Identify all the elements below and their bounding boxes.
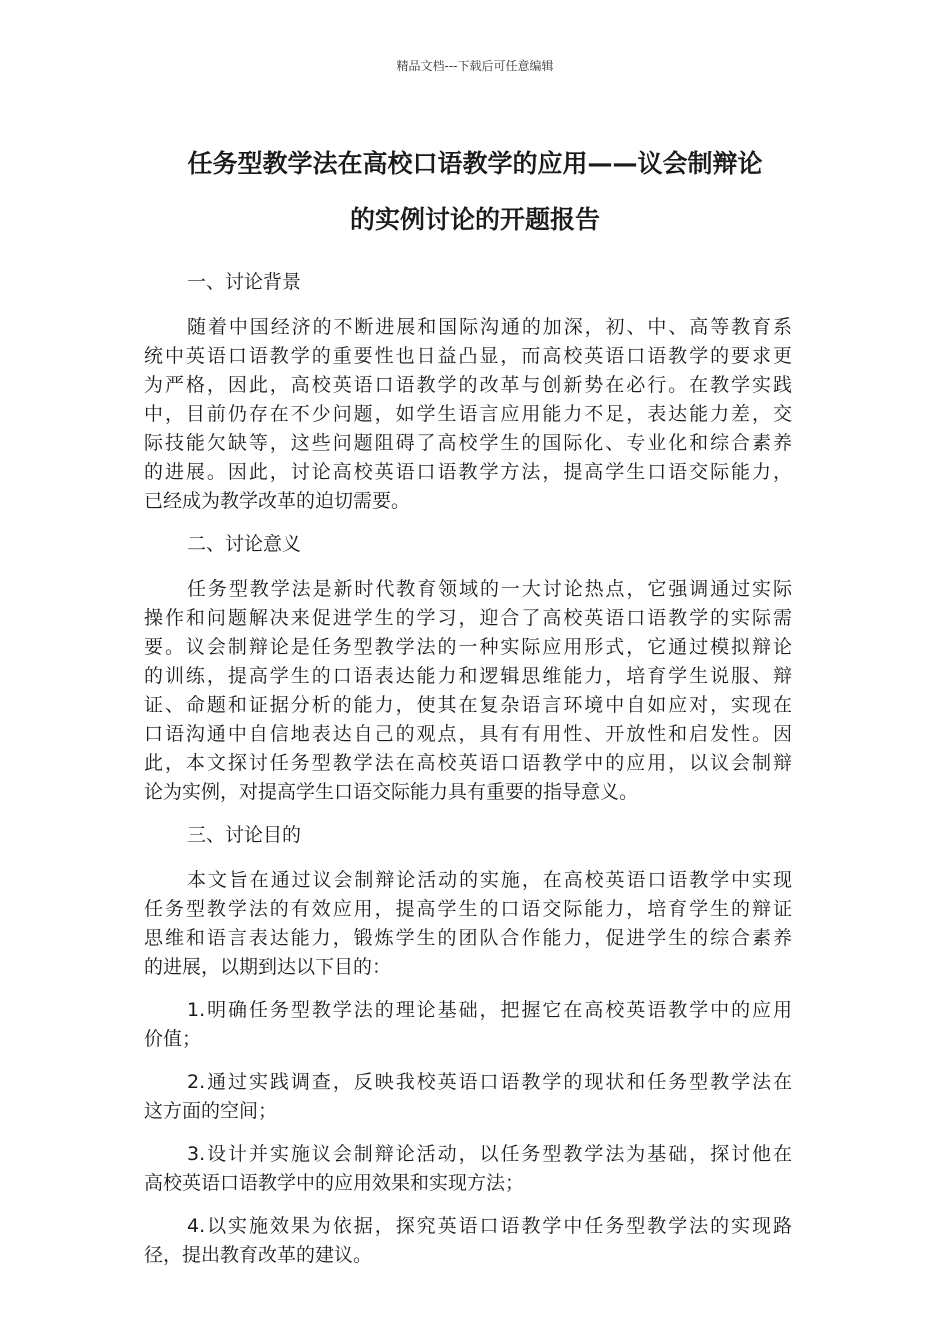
section-heading-significance: 二、讨论意义 bbox=[187, 533, 302, 555]
goal-item-1 bbox=[144, 996, 792, 1054]
paragraph-background bbox=[144, 313, 792, 516]
paragraph-line: 口语沟通中自信地表达自己的观点，具有有用性、开放性和启发性。因 bbox=[144, 723, 792, 745]
paragraph-line: 此，本文探讨任务型教学法在高校英语口语教学中的应用，以议会制辩 bbox=[144, 752, 792, 774]
goal-line: 3.设计并实施议会制辩论活动，以任务型教学法为基础，探讨他在 bbox=[187, 1143, 792, 1165]
section-heading-purpose: 三、讨论目的 bbox=[187, 824, 302, 846]
paragraph-line: 论为实例，对提高学生口语交际能力具有重要的指导意义。 bbox=[144, 781, 639, 803]
goal-line: 价值； bbox=[144, 1028, 202, 1050]
paragraph-line: 随着中国经济的不断进展和国际沟通的加深，初、中、高等教育系 bbox=[187, 316, 792, 338]
title-line-1: 任务型教学法在高校口语教学的应用——议会制辩论 bbox=[187, 149, 763, 178]
goal-line: 径，提出教育改革的建议。 bbox=[144, 1244, 373, 1266]
goal-line: 2.通过实践调查，反映我校英语口语教学的现状和任务型教学法在 bbox=[187, 1071, 792, 1093]
paragraph-line: 际技能欠缺等，这些问题阻碍了高校学生的国际化、专业化和综合素养 bbox=[144, 432, 792, 454]
paragraph-line: 的进展，以期到达以下目的： bbox=[144, 956, 392, 978]
paragraph-line: 操作和问题解决来促进学生的学习，迎合了高校英语口语教学的实际需 bbox=[144, 607, 792, 629]
paragraph-line: 已经成为教学改革的迫切需要。 bbox=[144, 490, 411, 512]
goal-line: 4.以实施效果为依据，探究英语口语教学中任务型教学法的实现路 bbox=[187, 1215, 792, 1237]
paragraph-line: 任务型教学法是新时代教育领域的一大讨论热点，它强调通过实际 bbox=[187, 578, 792, 600]
goal-line: 1.明确任务型教学法的理论基础，把握它在高校英语教学中的应用 bbox=[187, 999, 792, 1021]
title-line-2: 的实例讨论的开题报告 bbox=[349, 205, 600, 234]
document-title bbox=[120, 136, 830, 248]
paragraph-line: 为严格，因此，高校英语口语教学的改革与创新势在必行。在教学实践 bbox=[144, 374, 792, 396]
paragraph-line: 思维和语言表达能力，锻炼学生的团队合作能力，促进学生的综合素养 bbox=[144, 927, 792, 949]
section-heading-background: 一、讨论背景 bbox=[187, 271, 302, 293]
paragraph-line: 的进展。因此，讨论高校英语口语教学方法，提高学生口语交际能力， bbox=[144, 461, 792, 483]
paragraph-line: 统中英语口语教学的重要性也日益凸显，而高校英语口语教学的要求更 bbox=[144, 345, 792, 367]
header-note: 精品文档---下载后可任意编辑 bbox=[396, 59, 554, 73]
paragraph-line: 中，目前仍存在不少问题，如学生语言应用能力不足，表达能力差，交 bbox=[144, 403, 792, 425]
paragraph-line: 的训练，提高学生的口语表达能力和逻辑思维能力，培育学生说服、辩 bbox=[144, 665, 792, 687]
goal-line: 高校英语口语教学中的应用效果和实现方法； bbox=[144, 1172, 525, 1194]
paragraph-line: 要。议会制辩论是任务型教学法的一种实际应用形式，它通过模拟辩论 bbox=[144, 636, 792, 658]
paragraph-line: 证、命题和证据分析的能力，使其在复杂语言环境中自如应对，实现在 bbox=[144, 694, 792, 716]
paragraph-line: 任务型教学法的有效应用，提高学生的口语交际能力，培育学生的辩证 bbox=[144, 898, 792, 920]
goal-line: 这方面的空间； bbox=[144, 1100, 278, 1122]
goal-item-3 bbox=[144, 1140, 792, 1198]
paragraph-line: 本文旨在通过议会制辩论活动的实施，在高校英语口语教学中实现 bbox=[187, 869, 792, 891]
goal-item-4 bbox=[144, 1212, 792, 1270]
paragraph-significance bbox=[144, 575, 792, 807]
goal-item-2 bbox=[144, 1068, 792, 1126]
document-body bbox=[144, 268, 792, 1284]
paragraph-purpose bbox=[144, 866, 792, 982]
